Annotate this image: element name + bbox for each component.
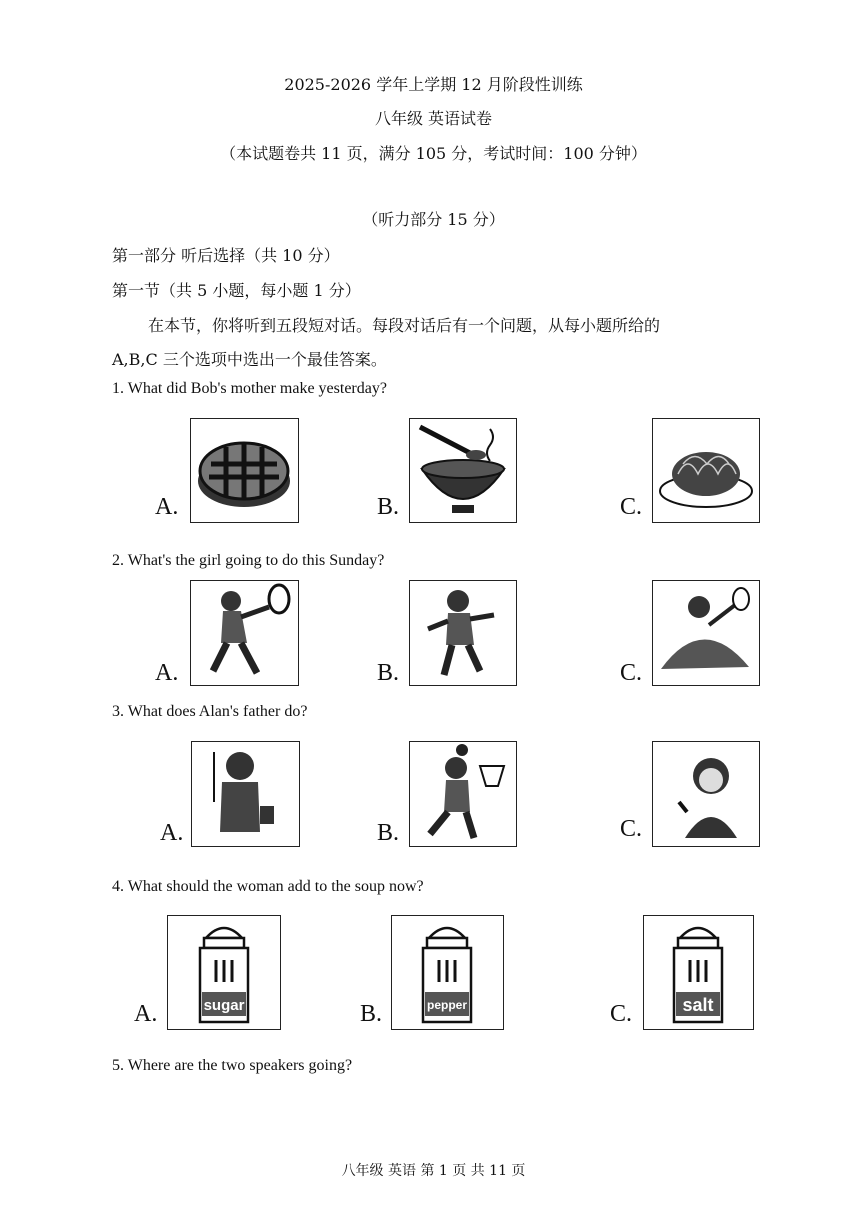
shaker-icon [391, 915, 504, 1030]
question-4: 4. What should the woman add to the soup now? [112, 878, 424, 895]
exam-title-line2: 八年级 英语试卷 [374, 109, 493, 128]
tennis-player-icon [190, 580, 299, 686]
q3-option-b-label: B. [377, 820, 400, 846]
shaker-label: salt [682, 995, 714, 1015]
instructions-line1: 在本节，你将听到五段短对话。每段对话后有一个问题，从每小题所给的 [148, 316, 661, 335]
q1-option-b-label: B. [377, 494, 400, 520]
soup-bowl-icon [409, 418, 517, 523]
pie-icon [190, 418, 299, 523]
shaker-icon [167, 915, 281, 1030]
q4-option-c-label: C. [610, 1001, 633, 1027]
dancing-girl-icon [652, 580, 760, 686]
question-2: 2. What's the girl going to do this Sunday? [112, 552, 385, 569]
shaker-label: pepper [426, 998, 468, 1012]
q4-option-b-label: B. [360, 1001, 383, 1027]
instructions-line2: A,B,C 三个选项中选出一个最佳答案。 [112, 350, 387, 369]
question-1: 1. What did Bob's mother make yesterday? [112, 380, 387, 397]
businessman-icon [191, 741, 300, 847]
q2-option-a-label: A. [155, 660, 179, 686]
listening-section-title: （听力部分 15 分） [362, 210, 505, 229]
running-girl-icon [409, 580, 517, 686]
q4-option-a-label: A. [134, 1001, 158, 1027]
q3-option-c-label: C. [620, 816, 643, 842]
page-footer: 八年级 英语 第 1 页 共 11 页 [341, 1163, 526, 1179]
exam-info-line: （本试题卷共 11 页，满分 105 分，考试时间：100 分钟） [220, 144, 647, 163]
basketball-player-icon [409, 741, 517, 847]
noodles-plate-icon [652, 418, 760, 523]
section-one-heading: 第一节（共 5 小题，每小题 1 分） [112, 281, 361, 300]
q1-option-c-label: C. [620, 494, 643, 520]
part-one-heading: 第一部分 听后选择（共 10 分） [112, 246, 340, 265]
question-5: 5. Where are the two speakers going? [112, 1057, 353, 1074]
question-3: 3. What does Alan's father do? [112, 703, 308, 720]
q2-option-b-label: B. [377, 660, 400, 686]
q2-option-c-label: C. [620, 660, 643, 686]
shaker-icon [643, 915, 754, 1030]
shaker-label: sugar [203, 997, 245, 1014]
man-portrait-icon [652, 741, 760, 847]
q3-option-a-label: A. [160, 820, 184, 846]
exam-title-line1: 2025-2026 学年上学期 12 月阶段性训练 [284, 75, 583, 94]
q1-option-a-label: A. [155, 494, 179, 520]
